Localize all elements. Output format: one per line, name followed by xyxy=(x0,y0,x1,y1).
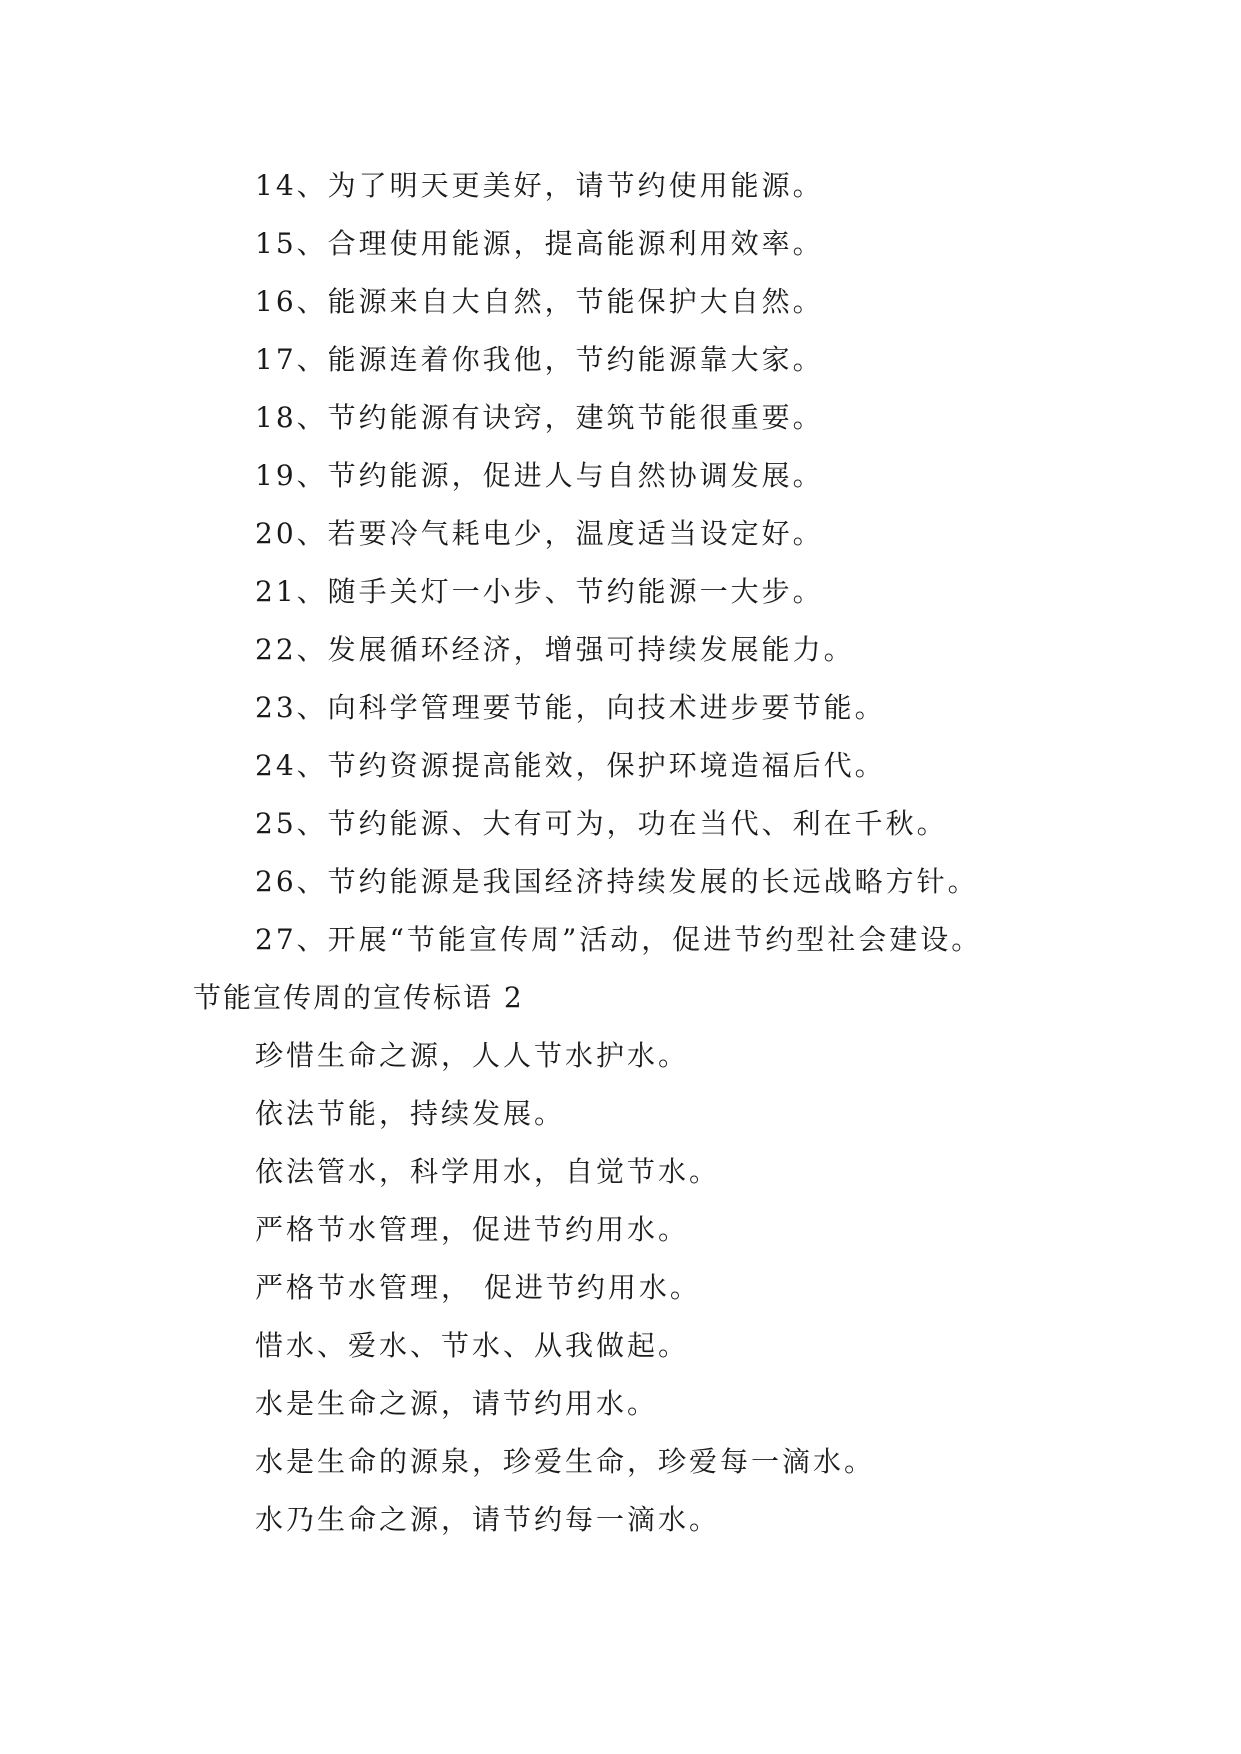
slogan-line: 水是生命之源，请节约用水。 xyxy=(255,1387,659,1420)
slogan-line: 珍惜生命之源，人人节水护水。 xyxy=(255,1039,690,1072)
section-heading: 节能宣传周的宣传标语 2 xyxy=(193,981,524,1014)
slogan-line: 18、节约能源有诀窍，建筑节能很重要。 xyxy=(255,401,824,434)
slogan-line: 27、开展“节能宣传周”活动，促进节约型社会建设。 xyxy=(255,923,983,956)
slogan-line: 依法管水，科学用水，自觉节水。 xyxy=(255,1155,721,1188)
slogan-line: 17、能源连着你我他，节约能源靠大家。 xyxy=(255,343,824,376)
slogan-line: 19、节约能源，促进人与自然协调发展。 xyxy=(255,459,824,492)
slogan-line: 23、向科学管理要节能，向技术进步要节能。 xyxy=(255,691,886,724)
slogan-line: 16、能源来自大自然，节能保护大自然。 xyxy=(255,285,824,318)
slogan-line: 14、为了明天更美好，请节约使用能源。 xyxy=(255,169,824,202)
slogan-line: 22、发展循环经济，增强可持续发展能力。 xyxy=(255,633,855,666)
slogan-line: 严格节水管理， 促进节约用水。 xyxy=(255,1271,701,1304)
slogan-line: 依法节能，持续发展。 xyxy=(255,1097,566,1130)
slogan-line: 24、节约资源提高能效，保护环境造福后代。 xyxy=(255,749,886,782)
slogan-line: 20、若要冷气耗电少，温度适当设定好。 xyxy=(255,517,824,550)
slogan-line: 15、合理使用能源，提高能源利用效率。 xyxy=(255,227,824,260)
slogan-line: 惜水、爱水、节水、从我做起。 xyxy=(255,1329,690,1362)
slogan-line: 26、节约能源是我国经济持续发展的长远战略方针。 xyxy=(255,865,979,898)
slogan-line: 严格节水管理，促进节约用水。 xyxy=(255,1213,690,1246)
slogan-line: 21、随手关灯一小步、节约能源一大步。 xyxy=(255,575,824,608)
slogan-line: 水是生命的源泉，珍爱生命，珍爱每一滴水。 xyxy=(255,1445,876,1478)
slogan-line: 25、节约能源、大有可为，功在当代、利在千秋。 xyxy=(255,807,948,840)
slogan-line: 水乃生命之源，请节约每一滴水。 xyxy=(255,1503,721,1536)
